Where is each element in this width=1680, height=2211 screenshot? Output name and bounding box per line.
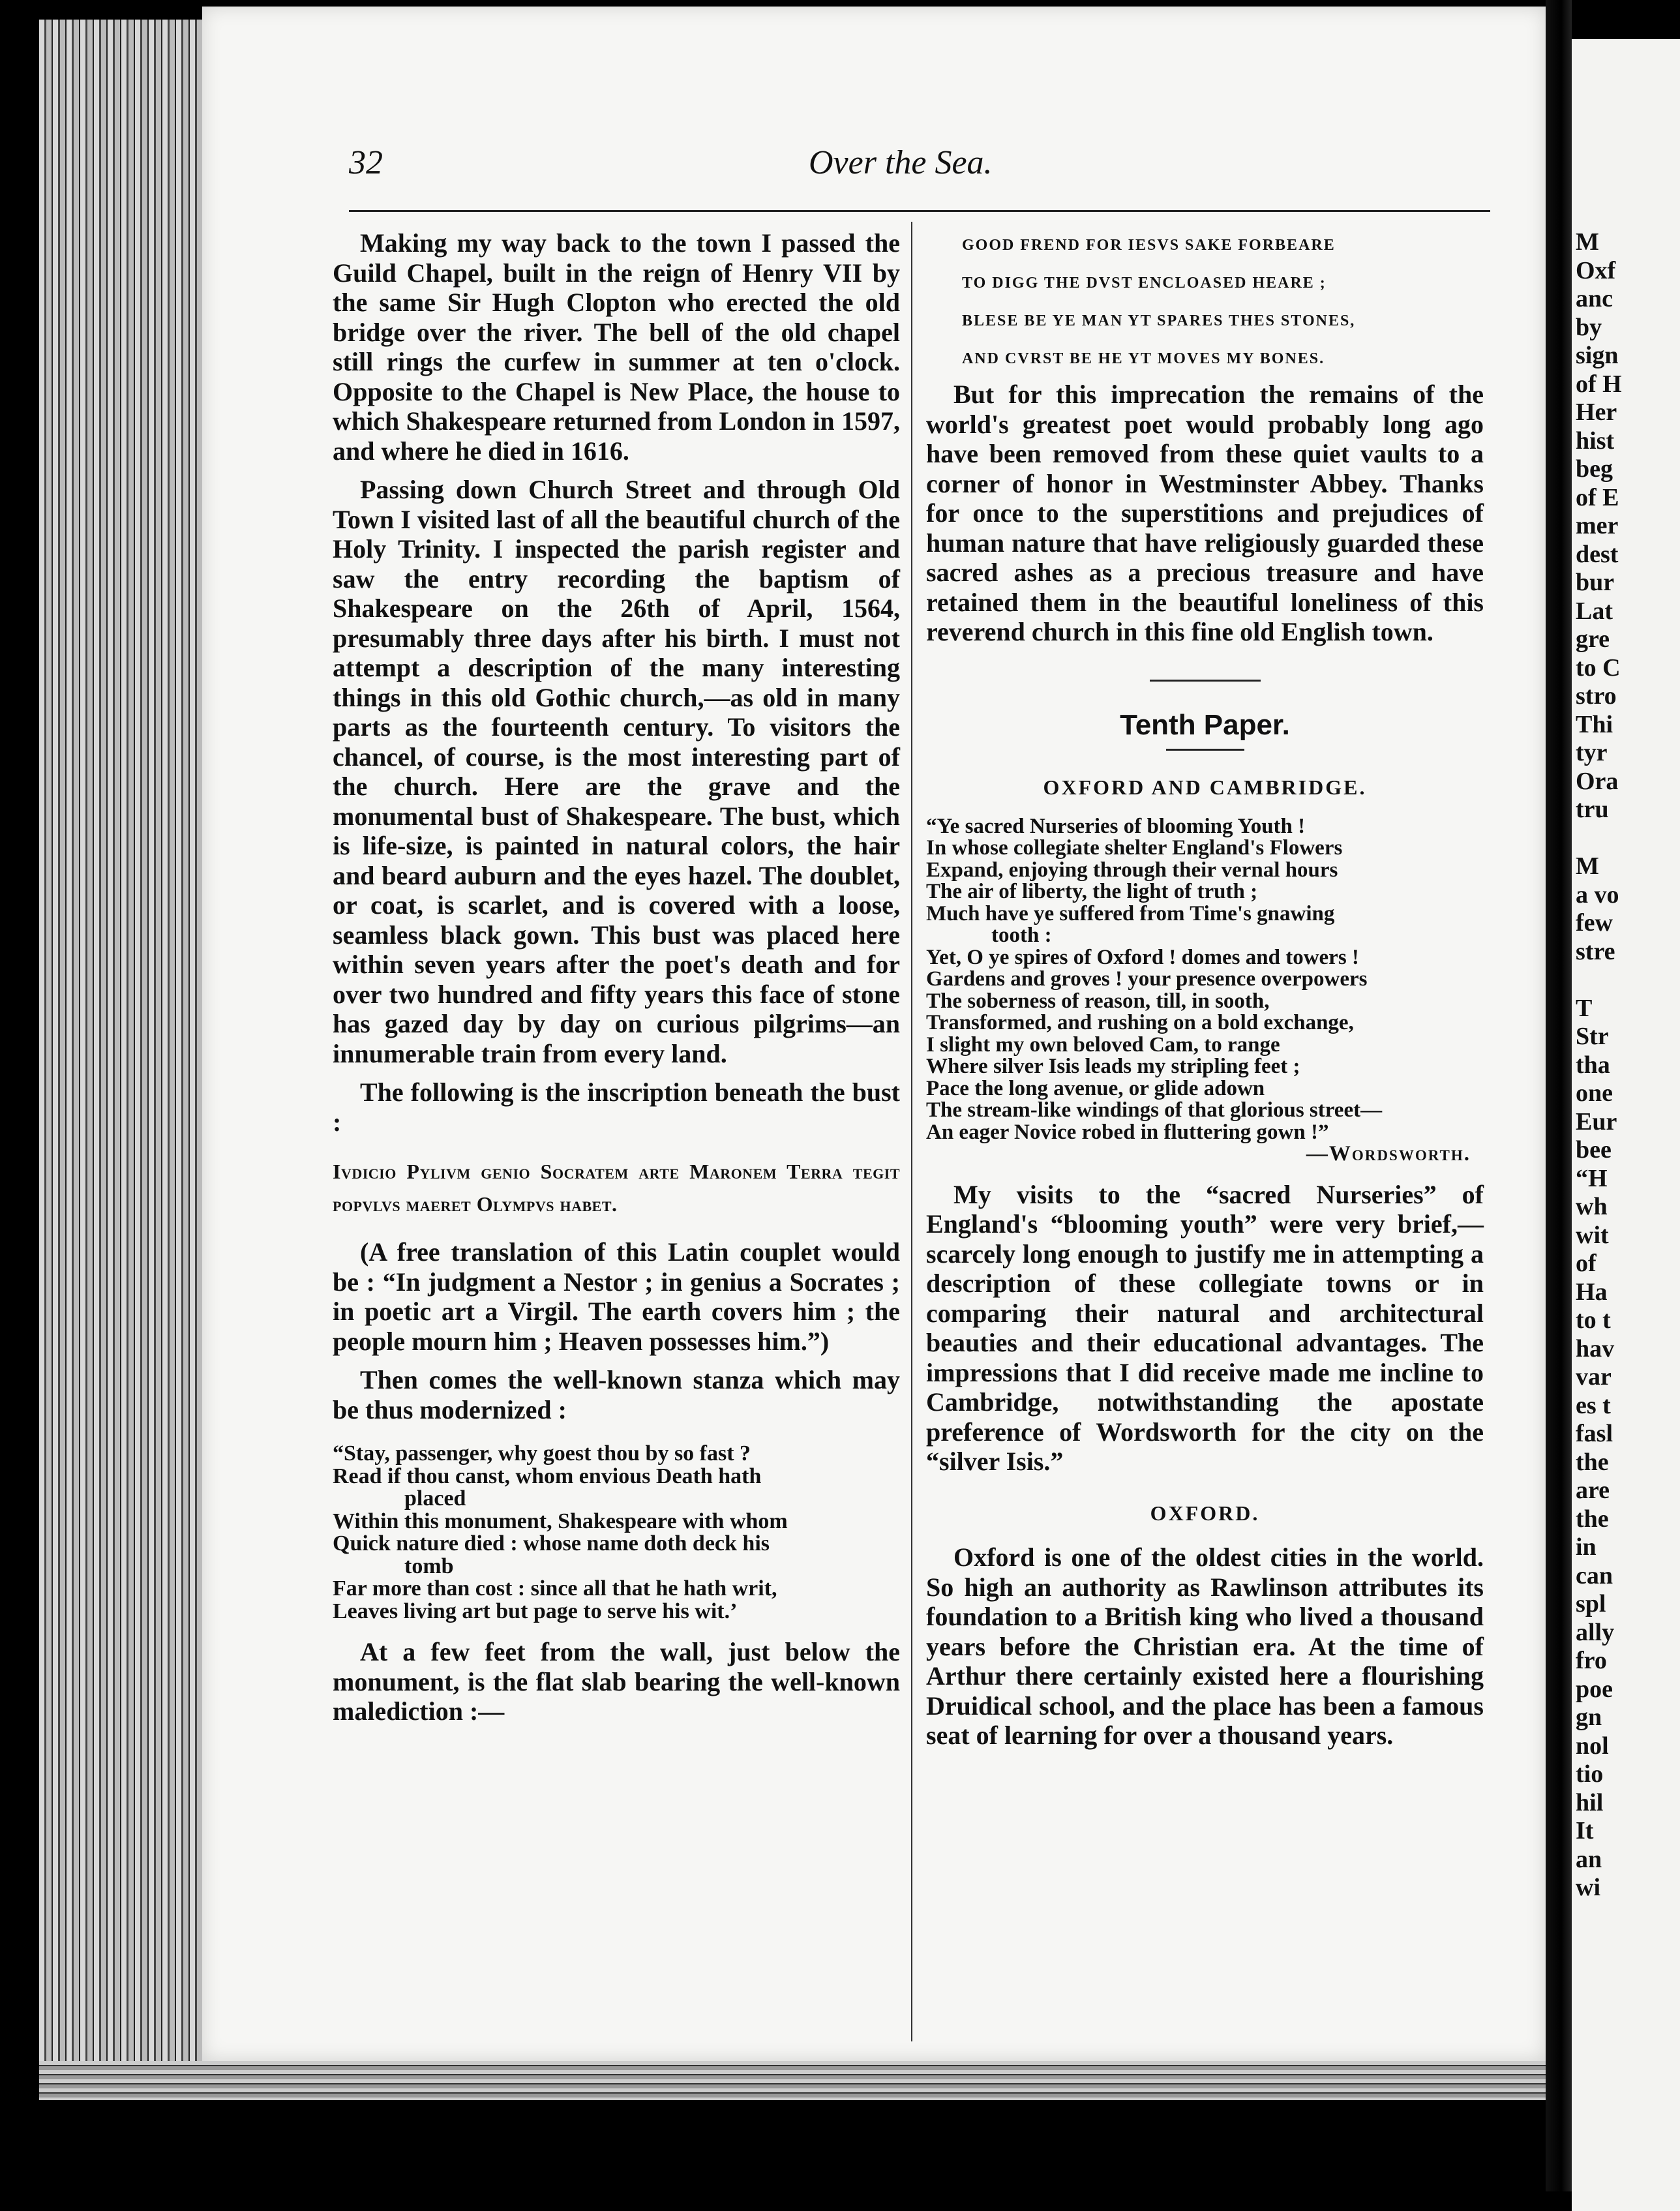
- poem-line: “Ye sacred Nurseries of blooming Youth !: [926, 814, 1306, 838]
- facing-page-line: by: [1576, 313, 1602, 341]
- facing-page-line: Eur: [1576, 1107, 1617, 1136]
- facing-page-line: Ora: [1576, 767, 1619, 795]
- facing-page-line: gre: [1576, 625, 1610, 653]
- column-divider: [911, 222, 912, 2041]
- epitaph-line: AND CVRST BE HE YT MOVES MY BONES.: [962, 350, 1325, 367]
- section-rule: [1166, 749, 1244, 751]
- facing-page-line: M: [1576, 228, 1599, 256]
- facing-page-line: beg: [1576, 455, 1613, 483]
- facing-page-line: M: [1576, 852, 1599, 880]
- facing-page-line: tyr: [1576, 739, 1608, 766]
- facing-page-line: of H: [1576, 370, 1622, 398]
- paragraph: Then comes the well-known stanza which may be thus modernized :: [333, 1365, 900, 1424]
- poem-line: Yet, O ye spires of Oxford ! domes and towers !: [926, 945, 1359, 969]
- facing-page-fragment: [1572, 39, 1680, 2211]
- facing-page-line: It: [1576, 1817, 1594, 1844]
- facing-page-line: tha: [1576, 1051, 1610, 1079]
- facing-page-line: one: [1576, 1079, 1613, 1107]
- paragraph: The following is the inscription beneath the bust :: [333, 1077, 900, 1137]
- facing-page-line: tio: [1576, 1760, 1604, 1788]
- facing-page-line: the: [1576, 1505, 1609, 1533]
- facing-page-line: few: [1576, 909, 1613, 937]
- left-column: [333, 228, 900, 1726]
- facing-page-line: Thi: [1576, 710, 1613, 738]
- facing-page-line: bee: [1576, 1136, 1612, 1164]
- poem-attribution: —Wordsworth.: [1306, 1142, 1471, 1166]
- facing-page-line: to t: [1576, 1306, 1611, 1334]
- facing-page-line: are: [1576, 1477, 1610, 1504]
- poem-line: Pace the long avenue, or glide adown: [926, 1076, 1265, 1100]
- facing-page-line: an: [1576, 1845, 1602, 1873]
- subheading: OXFORD.: [1150, 1501, 1260, 1525]
- facing-page-line: of: [1576, 1250, 1597, 1277]
- poem-line: The soberness of reason, till, in sooth,: [926, 989, 1270, 1013]
- poem-line: An eager Novice robed in fluttering gown !”: [926, 1120, 1329, 1144]
- poem-line: Much have ye suffered from Time's gnawing: [926, 901, 1335, 925]
- facing-page-line: tru: [1576, 796, 1609, 823]
- paragraph: But for this imprecation the remains of the world's greatest poet would probably long ago have been removed from these quiet vaults to a corner of honor in Westminster Abbey. Thanks for once to the superstitions and prejudices of human nature that have religiously guarded these sacred ashes as a precious treasure and have retained them in the beautiful loneliness of this reverend church in this fine old English town.: [926, 380, 1484, 646]
- facing-page-line: poe: [1576, 1675, 1613, 1703]
- facing-page-line: T: [1576, 994, 1593, 1022]
- facing-page-line: [1572, 966, 1680, 995]
- paragraph: (A free translation of this Latin couplet would be : “In judgment a Nestor ; in genius a Socrates ; in poetic art a Virgil. The earth covers him ; the people mourn him ; Heaven possesses him.”): [333, 1237, 900, 1356]
- facing-page-line: a vo: [1576, 880, 1619, 909]
- facing-page-line: sign: [1576, 342, 1619, 369]
- stanza-line: placed: [404, 1486, 466, 1511]
- book-gutter: [1546, 0, 1572, 2191]
- facing-page-line: anc: [1576, 285, 1613, 312]
- facing-page-line: fro: [1576, 1647, 1607, 1674]
- facing-page-line: “H: [1576, 1164, 1608, 1192]
- poem-line: I slight my own beloved Cam, to range: [926, 1032, 1280, 1057]
- facing-page-line: mer: [1576, 512, 1619, 539]
- facing-page-line: dest: [1576, 540, 1619, 568]
- facing-page-line: es t: [1576, 1391, 1611, 1419]
- facing-page-line: to C: [1576, 654, 1621, 682]
- epitaph-line: BLESE BE YE MAN YT SPARES THES STONES,: [962, 312, 1356, 329]
- page-number: 32: [349, 144, 383, 181]
- right-column: [926, 228, 1484, 1751]
- stanza-line: “Stay, passenger, why goest thou by so fast ?: [333, 1441, 751, 1466]
- poem-line: tooth :: [991, 924, 1052, 947]
- poem-line: The air of liberty, the light of truth ;: [926, 880, 1258, 903]
- paragraph: Making my way back to the town I passed the Guild Chapel, built in the reign of Henry VII by the same Sir Hugh Clopton who erected the old bridge over the river. The bell of the old chapel still rings the curfew in summer at ten o'clock. Opposite to the Chapel is New Place, the house to which Shakespeare returned from London in 1597, and where he died in 1616.: [333, 228, 900, 466]
- book-page-edges: [39, 20, 202, 2094]
- stanza-line: Read if thou canst, whom envious Death hath: [333, 1464, 762, 1488]
- facing-page-line: stro: [1576, 682, 1617, 710]
- facing-page-line: bur: [1576, 569, 1615, 596]
- section-rule: [1150, 680, 1261, 682]
- header-rule: [349, 210, 1490, 212]
- facing-page-line: the: [1576, 1448, 1609, 1476]
- facing-page-line: Ha: [1576, 1278, 1608, 1306]
- facing-page-line: spl: [1576, 1590, 1606, 1617]
- book-page: [202, 7, 1546, 2061]
- paragraph: Passing down Church Street and through Old Town I visited last of all the beautiful church of the Holy Trinity. I inspected the parish register and saw the entry recording the baptism of Shakespeare on the 26th of April, 1564, presumably three days after his birth. I must not attempt a description of the many interesting things in this old Gothic church,—as old in many parts as the fourteenth century. To visitors the chancel, of course, is the most interesting part of the church. Here are the grave and the monumental bust of Shakespeare. The bust, which is life-size, is painted in natural colors, the hair and beard auburn and the eyes hazel. The doublet, or coat, is scarlet, and is covered with a loose, seamless black gown. This bust was placed here within seven years after the poet's death and for over two hundred and fifty years this face of stone has gazed day by day on curious pilgrims—an innumerable train from every land.: [333, 475, 900, 1068]
- facing-page-line: gn: [1576, 1704, 1602, 1731]
- facing-page-line: wh: [1576, 1193, 1608, 1220]
- facing-page-line: hav: [1576, 1334, 1615, 1362]
- facing-page-line: [1572, 824, 1680, 853]
- paragraph: Oxford is one of the oldest cities in the world. So high an authority as Rawlinson attributes its foundation to a British king who lived a thousand years before the Christian era. At the time of Arthur there certainly existed here a flourishing Druidical school, and the place has been a famous seat of learning for over a thousand years.: [926, 1542, 1484, 1750]
- stanza-line: Within this monument, Shakespeare with whom: [333, 1509, 788, 1533]
- stanza: [333, 1443, 900, 1623]
- section-title: Tenth Paper.: [1120, 708, 1290, 741]
- poem: [926, 816, 1484, 1166]
- facing-page-line: stre: [1576, 937, 1615, 965]
- poem-line: Where silver Isis leads my stripling feet ;: [926, 1055, 1300, 1078]
- facing-page-line: hist: [1576, 427, 1615, 455]
- facing-page-line: Str: [1576, 1023, 1609, 1050]
- facing-page-line: Oxf: [1576, 256, 1616, 284]
- facing-page-line: nol: [1576, 1732, 1609, 1760]
- stanza-line: Leaves living art but page to serve his wit.’: [333, 1599, 738, 1623]
- spacer: [926, 1528, 1484, 1542]
- facing-page-line: wi: [1576, 1874, 1600, 1901]
- facing-page-line: can: [1576, 1561, 1613, 1589]
- paragraph: At a few feet from the wall, just below the monument, is the flat slab bearing the well-known malediction :—: [333, 1637, 900, 1726]
- facing-page-line: fasl: [1576, 1420, 1613, 1447]
- poem-line: In whose collegiate shelter England's Flowers: [926, 836, 1343, 860]
- poem-line: Expand, enjoying through their vernal hours: [926, 858, 1338, 882]
- facing-page-line: Lat: [1576, 597, 1613, 625]
- stanza-line: Far more than cost : since all that he hath writ,: [333, 1576, 777, 1601]
- subheading: OXFORD AND CAMBRIDGE.: [1043, 775, 1367, 799]
- poem-line: The stream-like windings of that glorious street—: [926, 1098, 1383, 1122]
- facing-page-line: hil: [1576, 1788, 1604, 1816]
- spacer: [926, 1166, 1484, 1180]
- epitaph-line: TO DIGG THE DVST ENCLOASED HEARE ;: [962, 275, 1327, 292]
- book-bottom-edges: [39, 2061, 1559, 2100]
- facing-page-line: Her: [1576, 399, 1617, 426]
- poem-line: Transformed, and rushing on a bold exchange,: [926, 1011, 1354, 1034]
- facing-page-line: var: [1576, 1363, 1612, 1391]
- epitaph-line: GOOD FREND FOR IESVS SAKE FORBEARE: [962, 237, 1336, 254]
- stanza-line: Quick nature died : whose name doth deck his: [333, 1531, 770, 1556]
- running-head: Over the Sea.: [809, 144, 993, 181]
- facing-page-line: in: [1576, 1533, 1597, 1561]
- paragraph: My visits to the “sacred Nurseries” of England's “blooming youth” were very brief,—scarcely long enough to justify me in attempting a description of these collegiate towns or in comparing their natural and architectural beauties and their educational advantages. The impressions that I did receive made me incline to Cambridge, notwithstanding the apostate preference of Wordsworth for the city on the “silver Isis.”: [926, 1179, 1484, 1476]
- latin-inscription: Ivdicio Pylivm genio Socratem arte Maronem Terra tegit popvlvs maeret Olympvs habet.: [333, 1160, 900, 1216]
- poem-line: Gardens and groves ! your presence overpowers: [926, 967, 1368, 991]
- stanza-line: tomb: [404, 1554, 454, 1578]
- facing-page-line: wit: [1576, 1221, 1609, 1249]
- facing-page-line: ally: [1576, 1618, 1615, 1646]
- facing-page-line: of E: [1576, 483, 1619, 511]
